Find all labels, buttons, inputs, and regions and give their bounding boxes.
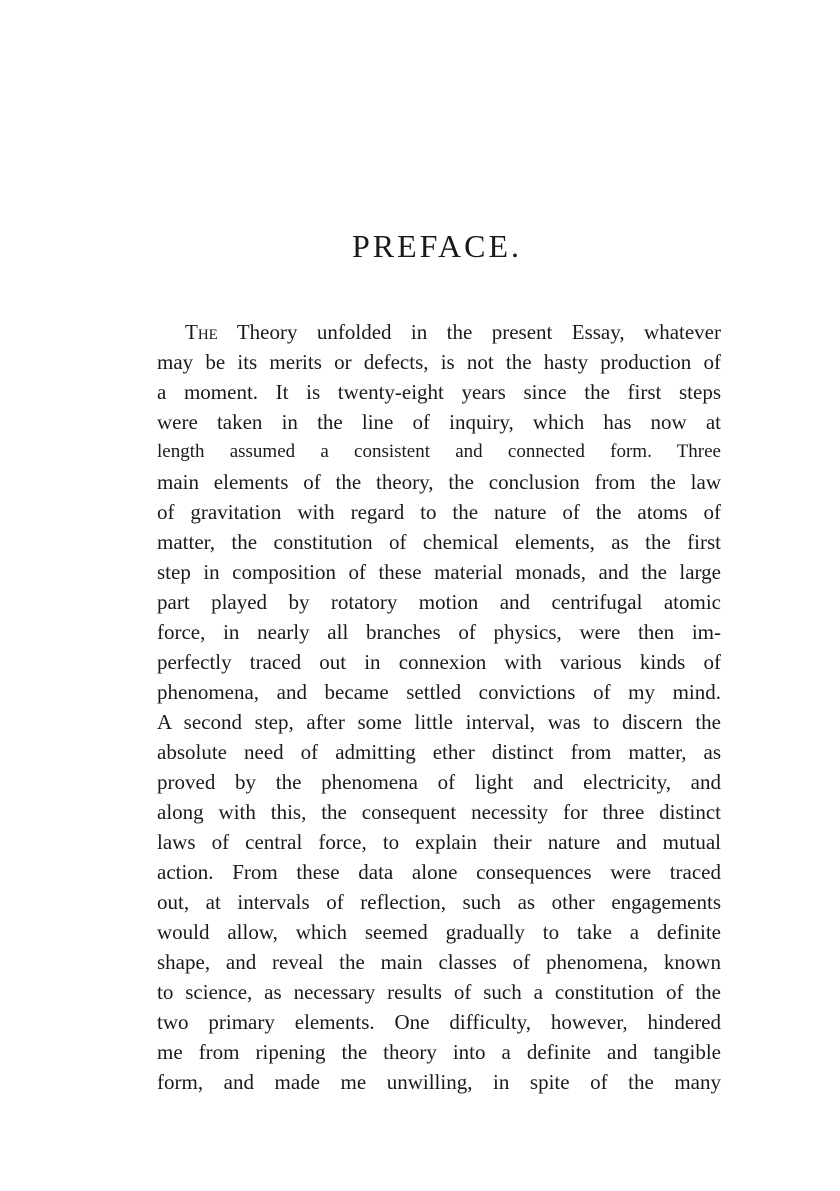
text-line: A second step, after some little interval, was to discern the <box>157 710 721 734</box>
text-line: matter, the constitution of chemical elements, as the first <box>157 530 721 554</box>
text-line: perfectly traced out in connexion with various kinds of <box>157 650 721 674</box>
preface-paragraph <box>157 317 721 1097</box>
text-line: may be its merits or defects, is not the hasty production of <box>157 350 721 374</box>
text-line: of gravitation with regard to the nature of the atoms of <box>157 500 721 524</box>
text-line: a moment. It is twenty-eight years since the first steps <box>157 380 721 404</box>
text-line: to science, as necessary results of such a constitution of the <box>157 980 721 1004</box>
page-title: PREFACE. <box>351 228 523 264</box>
text-line: part played by rotatory motion and centrifugal atomic <box>157 590 721 614</box>
text-line: length assumed a consistent and connected form. Three <box>157 441 721 462</box>
text-line: shape, and reveal the main classes of phenomena, known <box>157 950 721 974</box>
text-line: form, and made me unwilling, in spite of the many <box>157 1070 721 1094</box>
text-line <box>157 317 721 347</box>
text-line: me from ripening the theory into a definite and tangible <box>157 1040 721 1064</box>
text-line: main elements of the theory, the conclusion from the law <box>157 470 721 494</box>
text-line: would allow, which seemed gradually to take a definite <box>157 920 721 944</box>
text-line: force, in nearly all branches of physics, were then im- <box>157 620 721 644</box>
text-line: step in composition of these material monads, and the large <box>157 560 721 584</box>
text-line: proved by the phenomena of light and electricity, and <box>157 770 721 794</box>
text-line-rest: Theory unfolded in the present Essay, whatever <box>217 320 721 344</box>
text-line: were taken in the line of inquiry, which has now at <box>157 410 721 434</box>
first-word: The <box>185 320 218 344</box>
text-line: two primary elements. One difficulty, however, hindered <box>157 1010 721 1034</box>
text-line: action. From these data alone consequences were traced <box>157 860 721 884</box>
text-line: out, at intervals of reflection, such as other engagements <box>157 890 721 914</box>
text-line: along with this, the consequent necessity for three distinct <box>157 800 721 824</box>
text-line: absolute need of admitting ether distinct from matter, as <box>157 740 721 764</box>
text-line: phenomena, and became settled convictions of my mind. <box>157 680 721 704</box>
text-line: laws of central force, to explain their nature and mutual <box>157 830 721 854</box>
